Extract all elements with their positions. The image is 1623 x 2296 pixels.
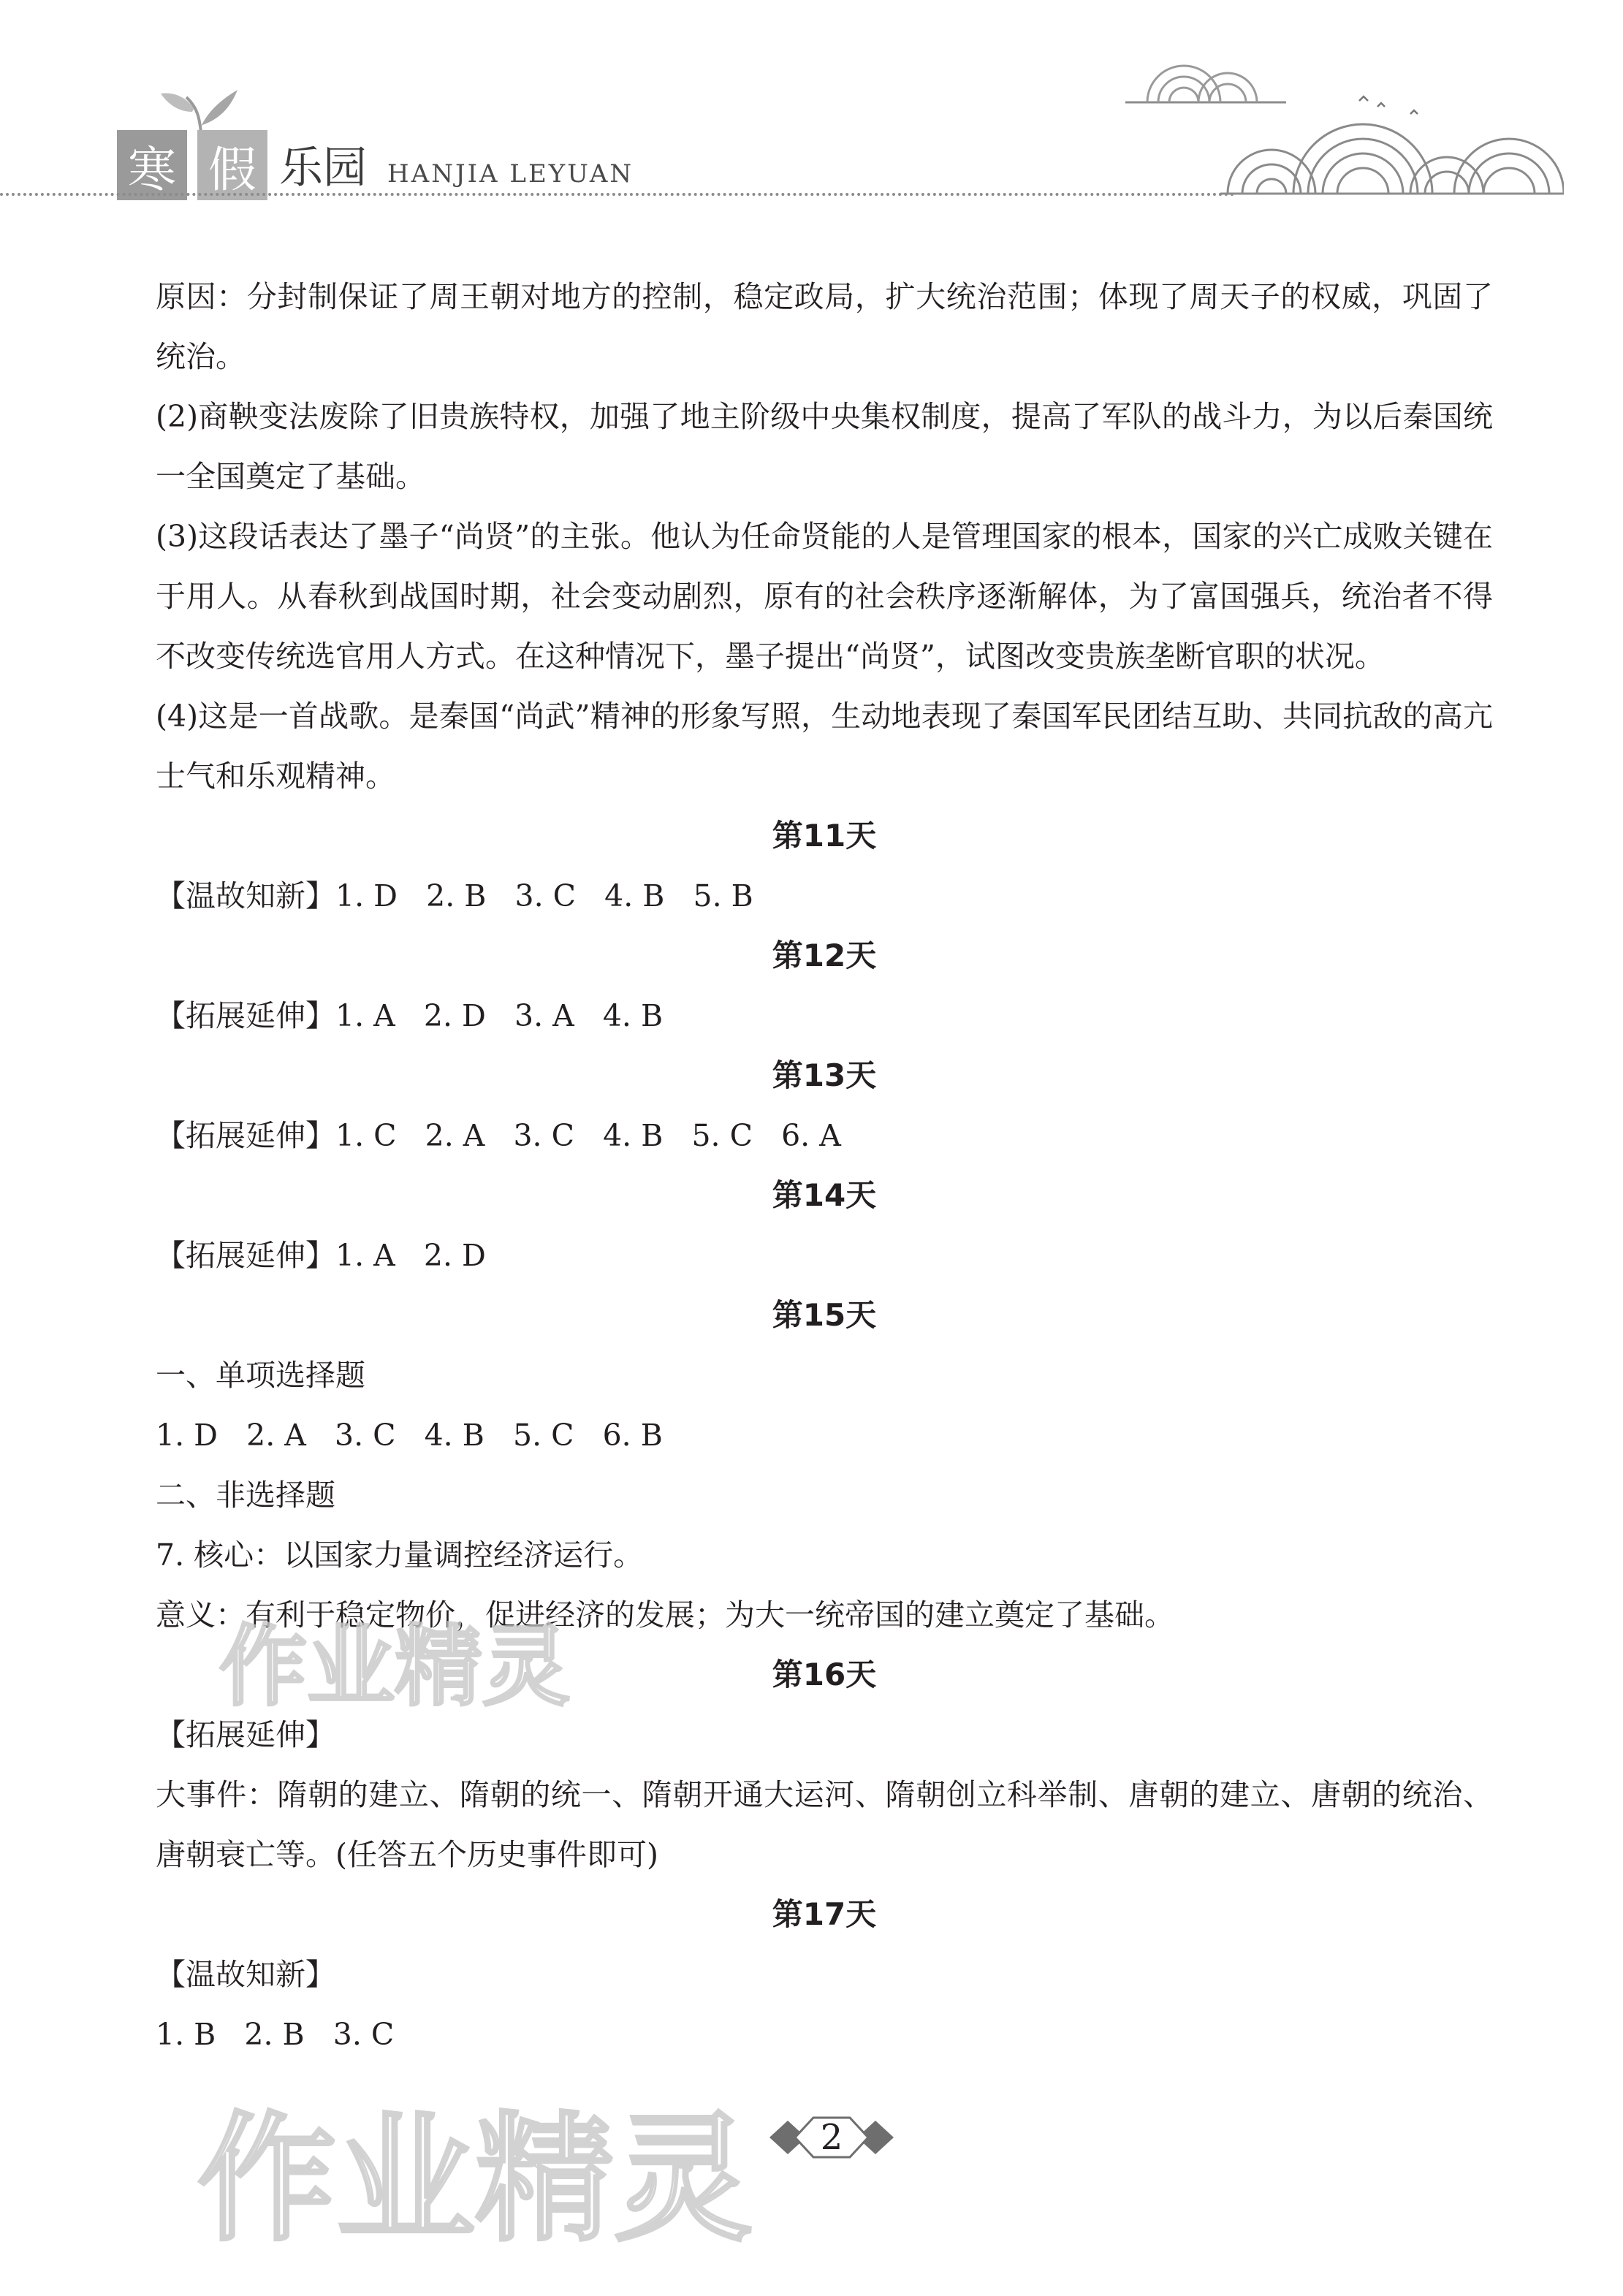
logo-latin: HANJIA LEYUAN [387,159,634,189]
day-15-meaning: 意义：有利于稳定物价，促进经济的发展；为大一统帝国的建立奠定了基础。 [156,1597,1174,1632]
day-12-title: 第12天 [772,938,877,973]
day-13-answers: 【拓展延伸】1. C 2. A 3. C 4. B 5. C 6. A [156,1118,841,1153]
day-15-answers: 1. D 2. A 3. C 4. B 5. C 6. B [156,1418,663,1453]
answer-content [156,267,1493,2064]
leaf-icon [157,83,245,134]
header-divider [0,193,1235,196]
logo-char-1: 寒 [117,130,187,200]
day-12-answers: 【拓展延伸】1. A 2. D 3. A 4. B [156,998,664,1033]
day-13-title: 第13天 [772,1057,877,1093]
day-11-answers: 【温故知新】1. D 2. B 3. C 4. B 5. B [156,878,753,913]
day-14-title: 第14天 [772,1177,877,1213]
page-header [0,0,1623,212]
page-number [766,2112,897,2163]
hills-decoration-icon [1125,51,1564,197]
logo-title: 乐园 [279,142,367,194]
day-16-label: 【拓展延伸】 [156,1717,335,1752]
paragraph-reason: 原因：分封制保证了周王朝对地方的控制，稳定政局，扩大统治范围；体现了周天子的权威，巩固了统治。 [156,279,1493,374]
page-number-text: 2 [820,2117,843,2158]
day-15-section-1: 一、单项选择题 [156,1358,365,1393]
day-11-title: 第11天 [772,818,877,854]
paragraph-3: (3)这段话表达了墨子“尚贤”的主张。他认为任命贤能的人是管理国家的根本，国家的兴亡成败关键在于用人。从春秋到战国时期，社会变动剧烈，原有的社会秩序逐渐解体，为了富国强兵，统治者不得不改变传统选官用人方式。在这种情况下，墨子提出“尚贤”，试图改变贵族垄断官职的状况。 [156,519,1493,674]
day-15-title: 第15天 [772,1297,877,1333]
watermark-large: 作业精灵 [197,2099,753,2260]
paragraph-4: (4)这是一首战歌。是秦国“尚武”精神的形象写照，生动地表现了秦国军民团结互助、共同抗敌的高亢士气和乐观精神。 [156,699,1493,794]
day-16-title: 第16天 [772,1657,877,1692]
watermark-small: 作业精灵 [219,1616,570,1718]
logo-char-2: 假 [197,130,267,200]
day-15-q7: 7. 核心：以国家力量调控经济运行。 [156,1537,644,1573]
paragraph-2: (2)商鞅变法废除了旧贵族特权，加强了地主阶级中央集权制度，提高了军队的战斗力，为以后秦国统一全国奠定了基础。 [156,399,1493,494]
day-15-section-2: 二、非选择题 [156,1478,335,1513]
day-16-text: 大事件：隋朝的建立、隋朝的统一、隋朝开通大运河、隋朝创立科举制、唐朝的建立、唐朝的统治、唐朝衰亡等。(任答五个历史事件即可) [156,1777,1493,1872]
day-17-title: 第17天 [772,1896,877,1932]
day-14-answers: 【拓展延伸】1. A 2. D [156,1238,486,1273]
day-17-label: 【温故知新】 [156,1957,335,1992]
day-17-answers: 1. B 2. B 3. C [156,2017,395,2052]
